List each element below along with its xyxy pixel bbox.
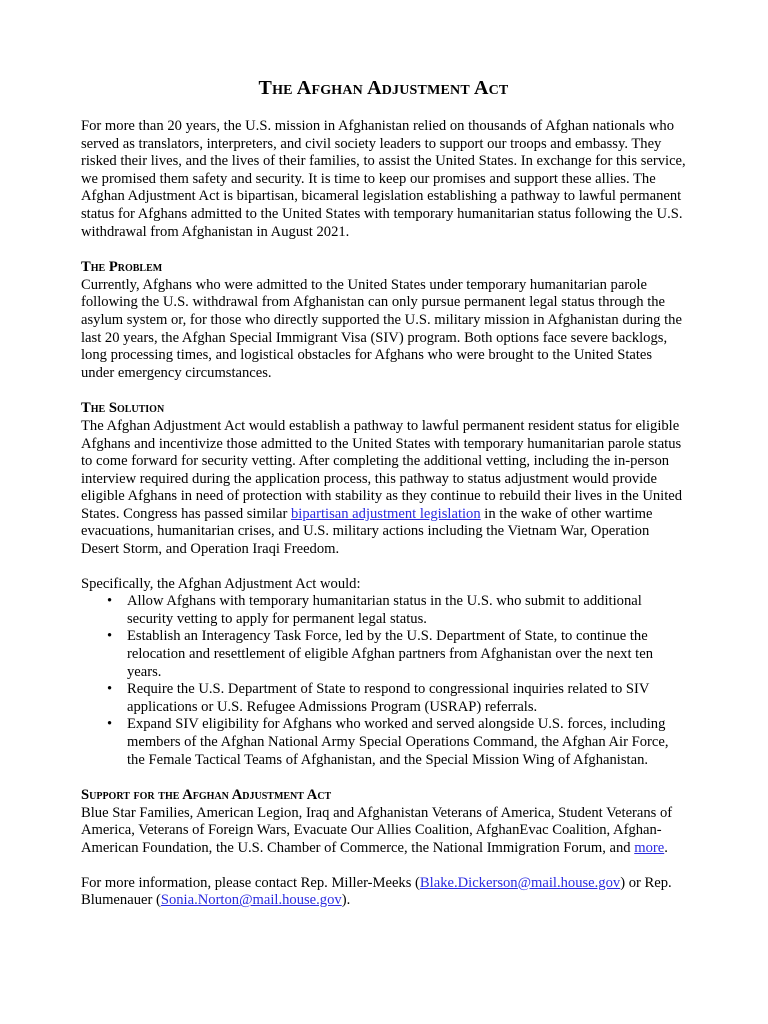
contact-text-3: ).: [341, 892, 351, 909]
bullet-icon: •: [107, 716, 113, 733]
list-item-text: Expand SIV eligibility for Afghans who worked and served alongside U.S. forces, including members of the Afghan National Army Special Operations Command, the Afghan Air Force, the Female Tactical Teams of Afghanistan, and the Special Mission Wing of Afghanistan.: [127, 716, 669, 768]
email-link-norton[interactable]: Sonia.Norton@mail.house.gov: [160, 892, 342, 909]
support-text-after-link: .: [664, 839, 668, 856]
list-item-text: Establish an Interagency Task Force, led by the U.S. Department of State, to continue the relocation and resettlement of eligible Afghan partners from Afghanistan over the next ten years.: [127, 628, 654, 680]
solution-paragraph: [81, 418, 686, 559]
list-item: [107, 593, 686, 628]
bullet-icon: •: [107, 681, 113, 698]
intro-paragraph: For more than 20 years, the U.S. mission in Afghanistan relied on thousands of Afghan nationals who served as translators, interpreters, and civil society leaders to support our troops and embassy. They risked their lives, and the lives of their families, to assist the United States. In exchange for this service, we promised them safety and security. It is time to keep our promises and support these allies. The Afghan Adjustment Act is bipartisan, bicameral legislation establishing a pathway to lawful permanent status for Afghans admitted to the United States with temporary humanitarian status following the U.S. withdrawal from Afghanistan in August 2021.: [81, 118, 686, 240]
solution-text-before-link: The Afghan Adjustment Act would establish a pathway to lawful permanent resident status for eligible Afghans and incentivize those admitted to the United States with temporary humanitarian parole status to come forward for security vetting. After completing the additional vetting, including the in-person interview required during the application process, this pathway to status adjustment would provide eligible Afghans in need of protection with stability as they continue to rebuild their lives in the United States. Congress has passed similar: [81, 417, 683, 522]
specifics-section: [81, 576, 686, 770]
bipartisan-legislation-link[interactable]: bipartisan adjustment legislation: [290, 505, 481, 522]
email-link-dickerson[interactable]: Blake.Dickerson@mail.house.gov: [419, 874, 621, 891]
support-paragraph: [81, 805, 686, 858]
contact-text-1: For more information, please contact Rep. Miller-Meeks (: [81, 874, 420, 891]
support-heading: Support for the Afghan Adjustment Act: [81, 787, 332, 804]
document-title: The Afghan Adjustment Act: [258, 77, 509, 99]
list-item: [107, 716, 686, 769]
bullet-icon: •: [107, 628, 113, 645]
specifics-list: [81, 593, 686, 769]
list-item-text: Allow Afghans with temporary humanitarian status in the U.S. who submit to additional security vetting to apply for permanent legal status.: [127, 593, 642, 627]
more-supporters-link[interactable]: more: [634, 839, 665, 856]
bullet-icon: •: [107, 593, 113, 610]
problem-paragraph: Currently, Afghans who were admitted to the United States under temporary humanitarian parole following the U.S. withdrawal from Afghanistan can only pursue permanent legal status through the asylum system or, for those who directly supported the U.S. military mission in Afghanistan during the last 20 years, the Afghan Special Immigrant Visa (SIV) program. Both options face severe backlogs, long processing times, and logistical obstacles for Afghans who were brought to the United States under emergency circumstances.: [81, 276, 682, 381]
list-item-text: Require the U.S. Department of State to respond to congressional inquiries related to SIV applications or U.S. Refugee Admissions Program (USRAP) referrals.: [127, 681, 650, 715]
list-item: [107, 681, 686, 716]
list-item: [107, 628, 686, 681]
support-section: [81, 787, 686, 857]
problem-heading: The Problem: [81, 259, 163, 276]
specifics-lead: Specifically, the Afghan Adjustment Act would:: [81, 575, 361, 592]
solution-heading: The Solution: [81, 400, 165, 417]
problem-section: [81, 259, 686, 382]
contact-text-2: ) or Rep. Blumenauer (: [81, 874, 672, 909]
contact-paragraph: [81, 875, 686, 910]
support-text-before-link: Blue Star Families, American Legion, Iraq and Afghanistan Veterans of America, Student Veterans of America, Veterans of Foreign Wars, Evacuate Our Allies Coalition, AfghanEvac Coalition, Afghan-American Foundation, the U.S. Chamber of Commerce, the National Immigration Forum, and: [81, 804, 673, 856]
solution-section: [81, 400, 686, 558]
solution-text-after-link: in the wake of other wartime evacuations, humanitarian crises, and U.S. military actions including the Vietnam War, Operation Desert Storm, and Operation Iraqi Freedom.: [81, 505, 653, 558]
